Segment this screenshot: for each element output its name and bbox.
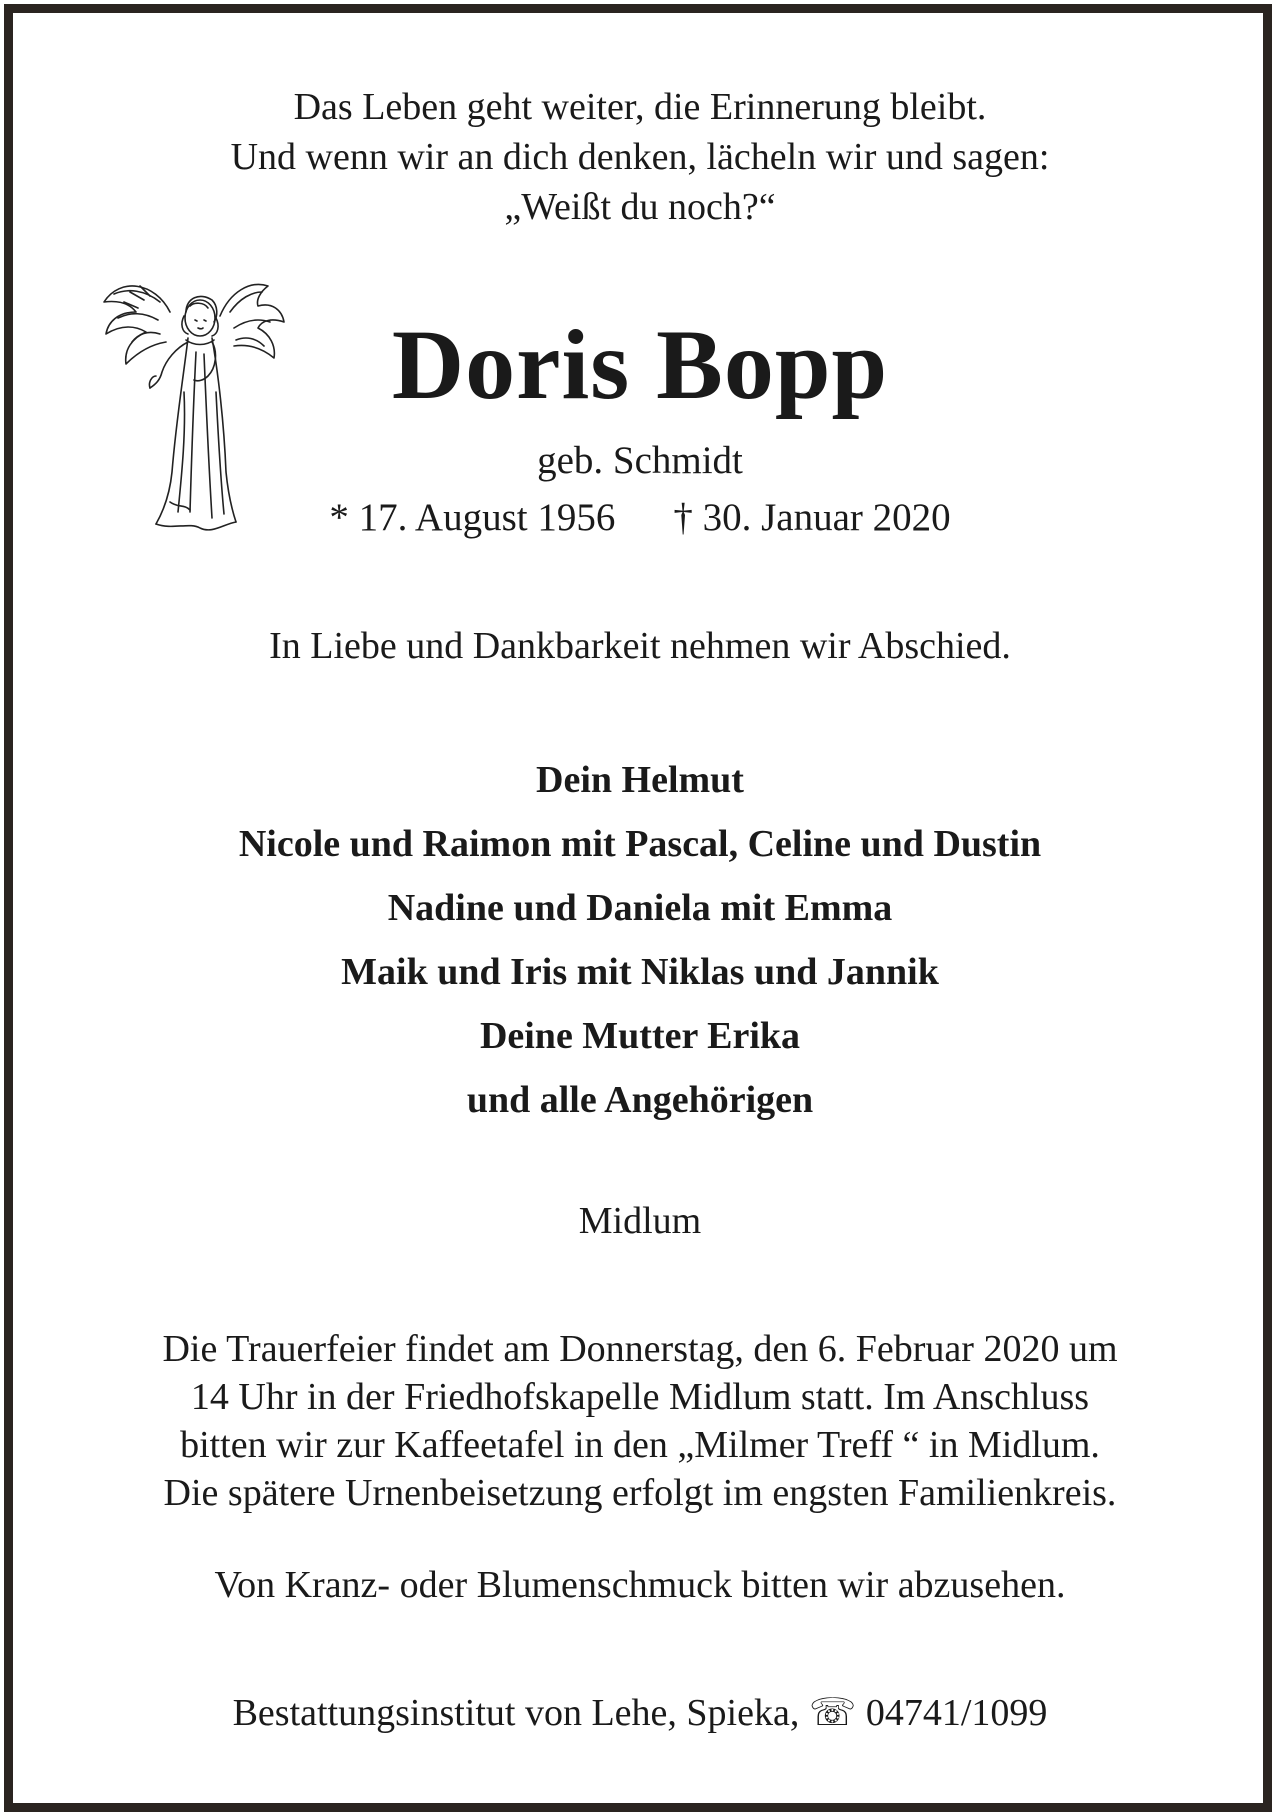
service-line: Die Trauerfeier findet am Donnerstag, den 6. Februar 2020 um (162, 1328, 1118, 1370)
birth-date: * 17. August 1956 (329, 496, 616, 539)
service-line: bitten wir zur Kaffeetafel in den „Milmer Treff “ in Midlum. (180, 1424, 1100, 1466)
mourner-line: Dein Helmut (536, 759, 744, 801)
mourner-line: Nicole und Raimon mit Pascal, Celine und Dustin (238, 823, 1042, 865)
deceased-name: Doris Bopp (391, 309, 889, 420)
undertaker-contact: Bestattungsinstitut von Lehe, Spieka, ☏ 04741/1099 (232, 1692, 1048, 1734)
motto-line: „Weißt du noch?“ (504, 186, 776, 228)
service-details (0, 1325, 1280, 1517)
mourner-line: Maik und Iris mit Niklas und Jannik (341, 951, 939, 993)
flowers-note: Von Kranz- oder Blumenschmuck bitten wir abzusehen. (214, 1564, 1066, 1606)
mourner-line: Deine Mutter Erika (479, 1015, 801, 1057)
motto-line: Das Leben geht weiter, die Erinnerung bleibt. (293, 86, 987, 128)
life-dates (0, 493, 1280, 543)
farewell-line: In Liebe und Dankbarkeit nehmen wir Abschied. (269, 625, 1011, 667)
motto-verse (0, 82, 1280, 232)
death-date: † 30. Januar 2020 (673, 496, 951, 539)
service-line: Die spätere Urnenbeisetzung erfolgt im engsten Familienkreis. (163, 1472, 1117, 1514)
residence-place: Midlum (578, 1200, 702, 1242)
mourners-list (0, 748, 1280, 1132)
maiden-name: geb. Schmidt (537, 439, 743, 482)
service-line: 14 Uhr in der Friedhofskapelle Midlum statt. Im Anschluss (190, 1376, 1090, 1418)
mourner-line: und alle Angehörigen (466, 1079, 814, 1121)
mourner-line: Nadine und Daniela mit Emma (387, 887, 893, 929)
motto-line: Und wenn wir an dich denken, lächeln wir und sagen: (230, 136, 1050, 178)
